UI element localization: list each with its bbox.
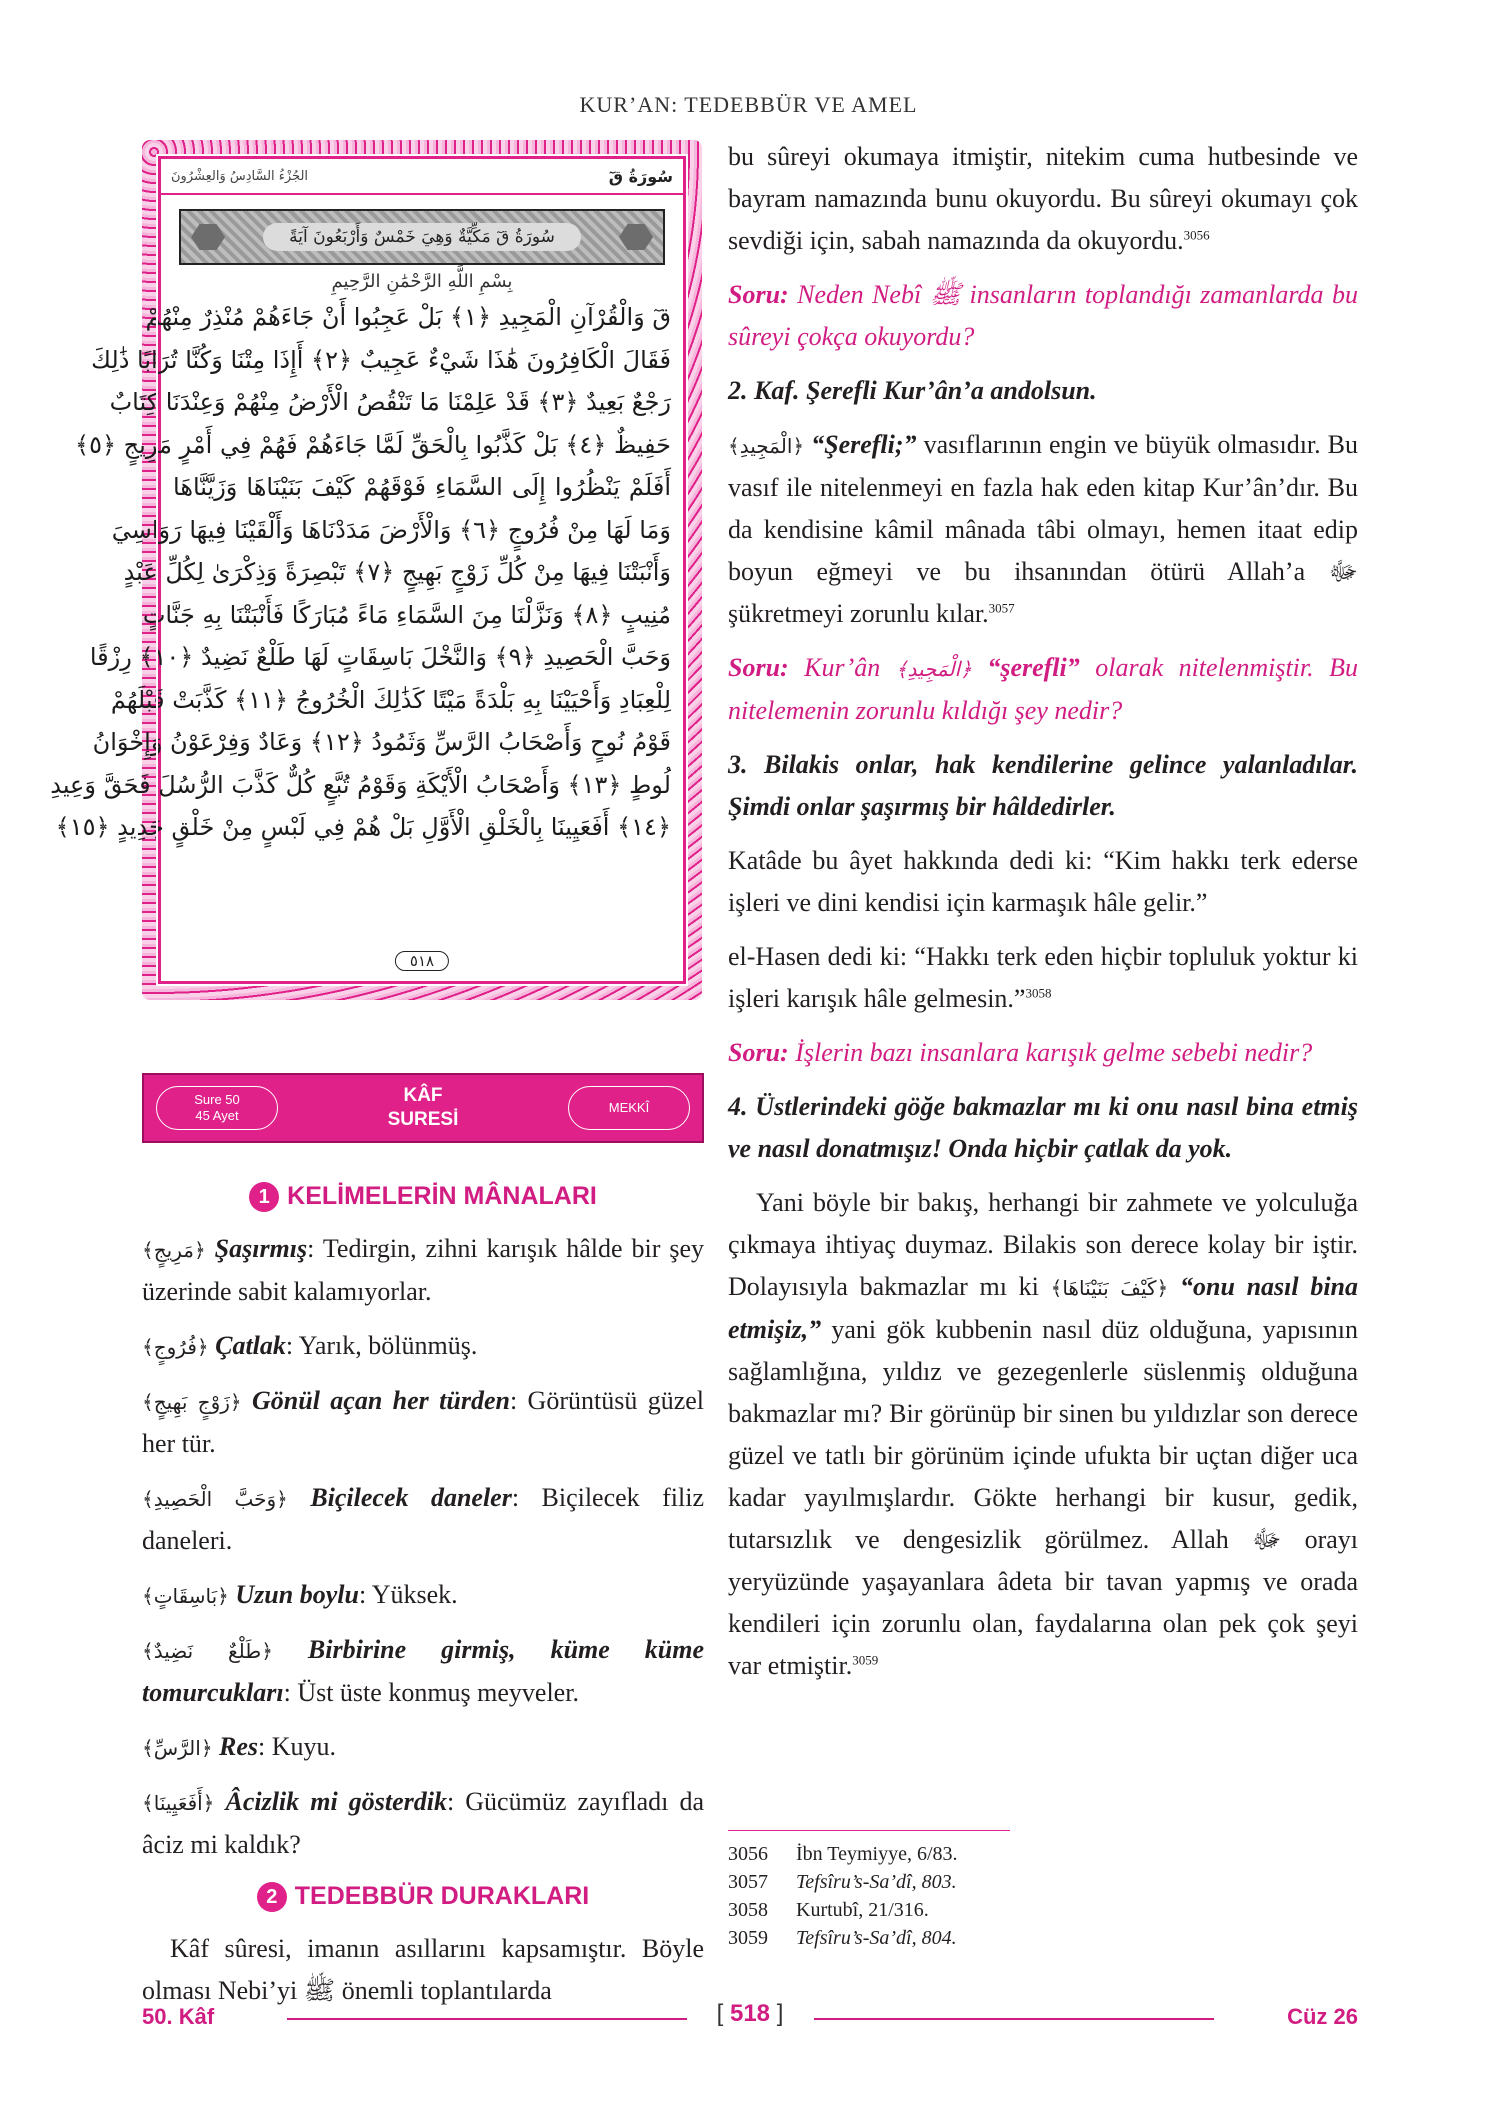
section-heading-reflection [142, 1878, 704, 1914]
arabic-word: ﴿فُرُوجٍ﴾ [142, 1335, 209, 1359]
verse-number: 2. [728, 376, 748, 405]
footnote-ref: 3058 [1025, 985, 1052, 1001]
word-definition: : Yarık, bölünmüş. [285, 1331, 478, 1360]
body-paragraph [728, 136, 1358, 262]
left-column [142, 1172, 704, 2024]
footer-page-number [717, 2000, 784, 2028]
word-entry [142, 1325, 704, 1368]
verse-translation [728, 744, 1358, 828]
body-paragraph [728, 1182, 1358, 1687]
sura-info-oval [156, 1086, 278, 1130]
verse-text: Üstlerindeki göğe bakmazlar mı ki onu nasıl bina etmiş ve nasıl donatmışız! Onda hiçbir çatlak da yok. [728, 1092, 1358, 1163]
ayah-line: قٓ وَالْقُرْآنِ الْمَجِيدِ ﴿١﴾ بَلْ عَجِبُوا أَنْ جَاءَهُمْ مُنْذِرٌ مِنْهُمْ [145, 303, 671, 331]
running-head: KUR’AN: TEDEBBÜR VE AMEL [579, 92, 918, 117]
word-definition: : Üst üste konmuş meyveler. [283, 1678, 579, 1707]
section-title: KELİMELERİN MÂNALARI [287, 1182, 597, 1210]
footnote-number: 3059 [728, 1927, 768, 1949]
basmala: بِسْمِ اللَّهِ الرَّحْمَٰنِ الرَّحِيمِ [331, 271, 513, 292]
body-paragraph: Kâf sûresi, imanın asıllarını kapsamıştır. Böyle olması Nebi’yi ﷺ önemli toplantılarda [142, 1934, 704, 2005]
footnote [728, 1868, 1358, 1896]
word-definition: : Kuyu. [258, 1732, 337, 1761]
word-entry [142, 1726, 704, 1769]
revelation-place-oval [568, 1086, 690, 1130]
ayah-lines [50, 296, 683, 849]
ayah-line: رَجْعٌ بَعِيدٌ ﴿٣﴾ قَدْ عَلِمْنَا مَا تَنْقُصُ الْأَرْضُ مِنْهُمْ وَعِنْدَنَا كِتَابٌ [109, 388, 671, 416]
section-title: TEDEBBÜR DURAKLARI [294, 1882, 590, 1910]
bracket: [ [716, 2000, 730, 2027]
mushaf-top-bar [161, 159, 683, 195]
section-heading-words [142, 1178, 704, 1214]
footnote-source: İbn Teymiyye, 6/83. [796, 1843, 958, 1865]
verse-text: Kaf. Şerefli Kur’ân’a andolsun. [747, 376, 1097, 405]
sura-name-line2: SURESİ [387, 1109, 459, 1130]
mushaf-page-number: ٥١٨ [395, 951, 449, 971]
sura-name-title [388, 1084, 459, 1132]
word-entry [142, 1781, 704, 1866]
arabic-word: ﴿زَوْجٍ بَهِيجٍ﴾ [142, 1390, 242, 1414]
mushaf-sura-name: سُورَةُ قٓ [608, 166, 673, 186]
footnote-number: 3058 [728, 1899, 768, 1921]
word-definition: : Görüntüsü güzel her tür. [142, 1386, 704, 1458]
footer-rule-right [814, 2018, 1214, 2020]
quoted-term: “onu nasıl bina etmişiz,” [728, 1272, 1359, 1344]
word-entry [142, 1629, 704, 1714]
ayah-line: فَقَالَ الْكَافِرُونَ هَٰذَا شَيْءٌ عَجِيبٌ ﴿٢﴾ أَإِذَا مِتْنَا وَكُنَّا تُرَابًا ذَٰلِكَ [91, 345, 671, 374]
ayah-line: أَفَلَمْ يَنْظُرُوا إِلَى السَّمَاءِ فَوْقَهُمْ كَيْفَ بَنَيْنَاهَا وَزَيَّنَّاهَا [173, 473, 671, 501]
footnote-ref: 3059 [852, 1652, 879, 1668]
sura-number: Sure 50 [194, 1092, 240, 1107]
revelation-place: MEKKÎ [608, 1100, 650, 1115]
question-text: İşlerin bazı insanlara karışık gelme sebebi nedir? [788, 1038, 1313, 1067]
arabic-word: ﴿مَرِيجٍ﴾ [142, 1238, 206, 1262]
section-number-badge: 1 [249, 1182, 279, 1212]
arabic-word: ﴿وَحَبَّ الْحَصِيدِ﴾ [142, 1487, 288, 1511]
question-paragraph [728, 1032, 1358, 1074]
ornament-icon [619, 224, 653, 250]
footnote-divider [728, 1830, 1010, 1831]
right-column [728, 136, 1358, 1699]
mushaf-page [50, 156, 686, 984]
footnote-source: Kurtubî, 21/316. [796, 1899, 929, 1921]
sura-header-bar [142, 1073, 704, 1143]
verse-number: 3. [728, 750, 748, 779]
word-term: Çatlak [215, 1331, 286, 1360]
body-paragraph [728, 936, 1358, 1020]
question-label: Soru: [728, 1038, 789, 1067]
footnote-source: Tefsîru’s-Sa’dî, 804. [796, 1927, 957, 1949]
verse-translation [728, 370, 1358, 412]
mushaf-juz-name: الجُزْءُ السَّادِسُ وَالعِشْرُونَ [171, 168, 309, 184]
word-entry [142, 1228, 704, 1313]
paragraph-text: el-Hasen dedi ki: “Hakkı terk eden hiçbir topluluk yoktur ki işleri karışık hâle gelmesin.” [728, 942, 1358, 1013]
question-paragraph [728, 274, 1358, 358]
verse-translation [728, 1086, 1358, 1170]
question-text: Kur’ân [788, 653, 896, 682]
footnote-source: Tefsîru’s-Sa’dî, 803. [796, 1871, 957, 1893]
paragraph-text: bu sûreyi okumaya itmiştir, nitekim cuma hutbesinde ve bayram namazında bunu okuyordu. Bu sûreyi okumayı çok sevdiği için, sabah namazında da okuyordu. [728, 142, 1358, 255]
arabic-word: ﴿الْمَجِيدِ﴾ [895, 657, 972, 681]
word-definition: : Tedirgin, zihni karışık hâlde bir şey üzerinde sabit kalamıyorlar. [142, 1234, 705, 1306]
quoted-term: “şerefli” [971, 653, 1080, 682]
page-footer [142, 2000, 1358, 2036]
word-term: Gönül açan her türden [252, 1386, 510, 1415]
word-entry [142, 1477, 704, 1562]
question-label: Soru: [728, 280, 789, 309]
word-entry [142, 1574, 704, 1617]
ayah-line: ﴿١٤﴾ أَفَعَيِينَا بِالْخَلْقِ الْأَوَّلِ بَلْ هُمْ فِي لَبْسٍ مِنْ خَلْقٍ جَدِيدٍ ﴿١٥﴾ [55, 813, 671, 841]
word-term: Âcizlik mi gösterdik [225, 1787, 447, 1816]
word-definition: : Yüksek. [358, 1580, 458, 1609]
question-paragraph [728, 647, 1358, 732]
body-paragraph: Katâde bu âyet hakkında dedi ki: “Kim hakkı terk ederse işleri ve dini kendisi için karmaşık hâle gelir.” [728, 846, 1358, 917]
ayah-line: قَوْمُ نُوحٍ وَأَصْحَابُ الرَّسِّ وَثَمُودُ ﴿١٢﴾ وَعَادٌ وَفِرْعَوْنُ وَإِخْوَانُ [92, 728, 671, 756]
section-number-badge: 2 [257, 1882, 287, 1912]
ayah-line: لِلْعِبَادِ وَأَحْيَيْنَا بِهِ بَلْدَةً مَيْتًا كَذَٰلِكَ الْخُرُوجُ ﴿١١﴾ كَذَّبَتْ قَبْلَهُمْ [110, 685, 671, 714]
mushaf-sura-banner [179, 209, 665, 265]
question-text: Neden Nebî ﷺ insanların toplandığı zamanlarda bu sûreyi çokça okuyordu? [728, 280, 1359, 351]
word-term: Şaşırmış [214, 1234, 308, 1263]
body-paragraph [728, 424, 1358, 635]
arabic-word: ﴿الْمَجِيدِ﴾ [728, 434, 805, 458]
ayah-count: 45 Ayet [195, 1108, 239, 1123]
footnote-number: 3057 [728, 1871, 768, 1893]
ayah-line: وَمَا لَهَا مِنْ فُرُوجٍ ﴿٦﴾ وَالْأَرْضَ مَدَدْنَاهَا وَأَلْقَيْنَا فِيهَا رَوَاسِيَ [111, 515, 671, 544]
footnote-ref: 3056 [1183, 227, 1210, 243]
footnote [728, 1840, 1358, 1868]
quoted-term: “Şerefli;” [804, 430, 917, 459]
verse-text: Bilakis onlar, hak kendilerine gelince yalanladılar. Şimdi onlar şaşırmış bir hâldedirler. [728, 750, 1358, 821]
mushaf-frame [50, 140, 702, 1000]
word-term: Res [219, 1732, 259, 1761]
ayah-line: لُوطٍ ﴿١٣﴾ وَأَصْحَابُ الْأَيْكَةِ وَقَوْمُ تُبَّعٍ كُلٌّ كَذَّبَ الرُّسُلَ فَحَقَّ وَعِيدِ [50, 770, 671, 799]
footnote [728, 1896, 1358, 1924]
footnotes [728, 1840, 1358, 1952]
footnote-number: 3056 [728, 1843, 768, 1865]
word-term: Birbirine girmiş, küme küme tomurcukları [142, 1635, 705, 1707]
question-text: olarak nitelenmiştir. Bu nitelemenin zorunlu kıldığı şey nedir? [728, 653, 1358, 725]
ayah-line: وَحَبَّ الْحَصِيدِ ﴿٩﴾ وَالنَّخْلَ بَاسِقَاتٍ لَهَا طَلْعٌ نَضِيدٌ ﴿١٠﴾ رِزْقًا [89, 643, 671, 671]
arabic-word: ﴿بَاسِقَاتٍ﴾ [142, 1584, 229, 1608]
ornament-icon [191, 224, 225, 250]
footnote-ref: 3057 [988, 600, 1015, 616]
footer-sura-label: 50. Kâf [142, 2004, 215, 2029]
footer-juz-label: Cüz 26 [1287, 2004, 1358, 2029]
footnote [728, 1924, 1358, 1952]
bracket: ] [770, 2000, 784, 2027]
ayah-line: حَفِيظٌ ﴿٤﴾ بَلْ كَذَّبُوا بِالْحَقِّ لَمَّا جَاءَهُمْ فَهُمْ فِي أَمْرٍ مَرِيجٍ ﴿٥﴾ [75, 430, 671, 459]
paragraph-text: vasıflarının engin ve büyük olmasıdır. Bu vasıf ile nitelenmeyi en fazla hak eden kitap Kur’ân’dır. Bu da kendisine kâmil mânada tâbi olmayı, hemen itaat edip boyun eğmeyi ve bu ihsanından ötürü Allah’a ﷻ şükretmeyi zorunlu kılar. [728, 430, 1358, 628]
arabic-word: ﴿أَفَعَيِينَا﴾ [142, 1791, 215, 1815]
sura-name-line1: KÂF [403, 1085, 443, 1106]
word-definition: : Biçilecek filiz daneleri. [142, 1483, 704, 1555]
page-number: 518 [729, 2000, 771, 2027]
ayah-line: وَأَنْبَتْنَا فِيهَا مِنْ كُلِّ زَوْجٍ بَهِيجٍ ﴿٧﴾ تَبْصِرَةً وَذِكْرَىٰ لِكُلِّ عَبْدٍ [123, 558, 671, 586]
word-definition: : Gücümüz zayıfladı da âciz mi kaldık? [142, 1787, 705, 1859]
word-entry [142, 1380, 704, 1465]
arabic-word: ﴿الرَّسِّ﴾ [142, 1736, 213, 1760]
mushaf-sura-title: سُورَةُ قٓ مَكِّيَّةٌ وَهِيَ خَمْسٌ وَأَرْبَعُونَ آيَةً [263, 223, 581, 251]
arabic-word: ﴿طَلْعٌ نَضِيدٌ﴾ [142, 1639, 273, 1663]
word-term: Biçilecek daneler [310, 1483, 512, 1512]
paragraph-text: yani gök kubbenin nasıl düz olduğuna, yapısının sağlamlığına, yıldız ve gezegenlerle süslenmiş olduğuna bakmazlar mı? Bir görünüp bir sinen bu yıldızlar son derece güzel ve tatlı bir görünüm içinde ufukta bir uçtan diğer uca kadar yayılmışlardır. Gökte herhangi bir kusur, gedik, tutarsızlık ve dengesizlik görülmez. Allah ﷻ orayı yeryüzünde yaşayanlara âdeta bir tavan yapmış ve orada kendileri için zorunlu olan, faydalarına olan pek çok şeyi var etmiştir. [728, 1315, 1358, 1680]
ayah-line: مُنِيبٍ ﴿٨﴾ وَنَزَّلْنَا مِنَ السَّمَاءِ مَاءً مُبَارَكًا فَأَنْبَتْنَا بِهِ جَنَّاتٍ [142, 600, 671, 629]
question-label: Soru: [728, 653, 789, 682]
arabic-word: ﴿كَيْفَ بَنَيْنَاهَا﴾ [1050, 1276, 1169, 1300]
footer-rule-left [287, 2018, 687, 2020]
verse-number: 4. [728, 1092, 748, 1121]
word-term: Uzun boylu [235, 1580, 359, 1609]
paragraph-text: Yani böyle bir bakış, herhangi bir zahmete ve yolculuğa çıkmaya ihtiyaç duymaz. Bilakis son derece kolay bir iştir. Dolayısıyla bakmazlar mı ki [728, 1188, 1358, 1301]
